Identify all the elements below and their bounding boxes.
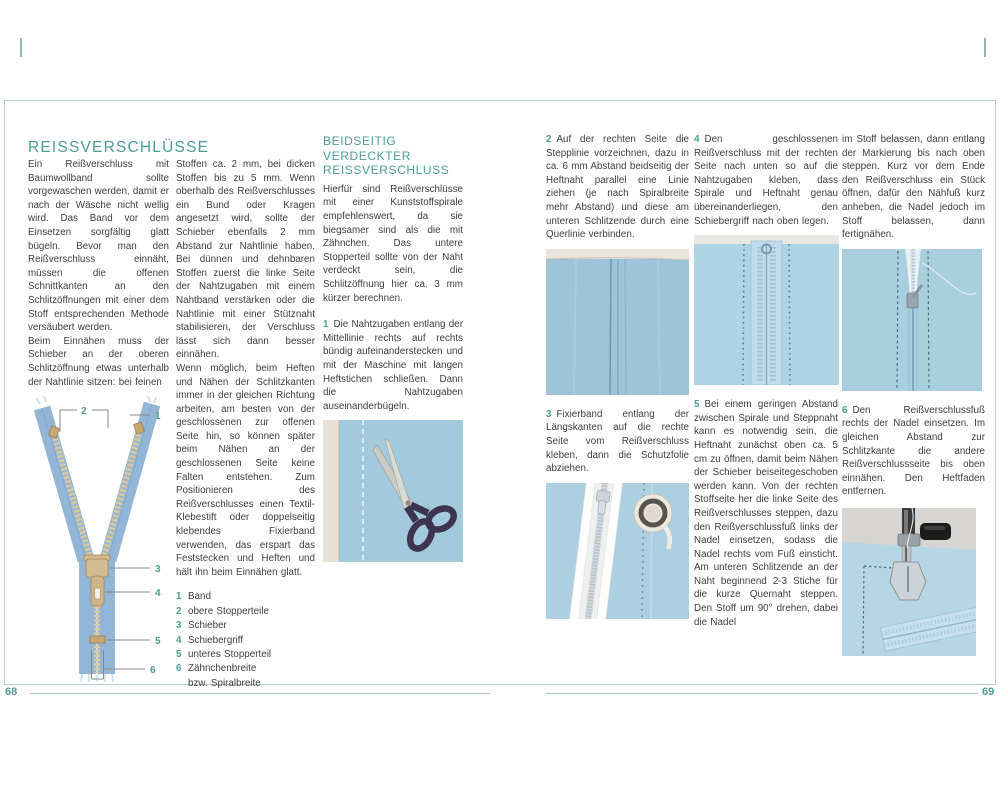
right-column-2 bbox=[694, 133, 838, 629]
step-4: 4 Den geschlossenen Reißverschluss mit der rechten Seite nach unten so auf die Nahtzugaben kleben, dass Spirale und Heftnaht genau übereinanderliegen, den Schiebergriff nach oben legen. bbox=[694, 134, 838, 227]
legend-item: 5 unteres Stopperteil bbox=[176, 649, 272, 661]
step-6: 6 Den Reißverschlussfuß rechts der Nadel einsetzen. Im gleichen Abstand zur Schlitzkante die andere Reißverschlussseite bis oben einnähen. Den Heftfaden entfernen. bbox=[842, 404, 985, 498]
zipper-slider bbox=[86, 559, 108, 577]
legend-item: 4 Schiebergriff bbox=[176, 634, 244, 646]
opened-zipper-photo-illustration bbox=[842, 249, 982, 391]
section-intro: Hierfür sind Reißverschlüsse mit einer Kunststoffspirale empfehlenswert, da sie biegsamer sind als die mit Zähnchen. Das untere Stopperteil sollte von der Naht verdeckt sein, die Schlitzöffnung hier ca. 3 mm kürzer berechnen. bbox=[323, 183, 463, 304]
section-heading: BEIDSEITIG VERDECKTER REISSVERSCHLUSS bbox=[323, 134, 450, 178]
page-title: REISSVERSCHLÜSSE bbox=[28, 139, 210, 157]
legend-item: 2 obere Stopperteile bbox=[176, 605, 269, 617]
intro-paragraph-4: Wenn möglich, beim Heften und Nähen der Schlitzkanten immer in der gleichen Richtung arbeiten, am besten von der geschlossenen zur offenen Seite hin, so können später beim Nähen an der geschlossenen Seite keine Falten entstehen. Zum Positionieren des Reißverschlusses einen Textil-Klebestift oder doppelseitig klebendes Fixierband verwenden, das erspart das Feststecken und Heften und hält ihn beim Einnähen glatt. bbox=[176, 362, 315, 578]
right-column-3 bbox=[842, 133, 985, 656]
photo-partially-opened-zipper bbox=[842, 249, 985, 391]
step-5-continuation: im Stoff belassen, dann entlang der Markierung bis nach oben steppen. Kurz vor dem Ende den Reißverschluss ein Stück öffnen, dafür den Nähfuß kurz anheben, die Nadel jedoch im Stoff belassen, dann fertignähen. bbox=[842, 134, 985, 241]
basted-seam-line bbox=[610, 259, 611, 395]
footer-rule-right bbox=[546, 693, 978, 694]
step-3: 3 Fixierband entlang der Längskanten auf die rechte Seite vom Reißverschluss kleben, dann die Schutzfolie abziehen. bbox=[546, 408, 689, 475]
step-2: 2 Auf der rechten Seite die Stepplinie vorzeichnen, dazu in ca. 6 mm Abstand beidseitig der Heftnaht parallel eine Linie ziehen (je nach Spiralbreite mehr Abstand) und diese am unteren Schlitzende durch eine Querlinie verbinden. bbox=[546, 134, 689, 241]
machine-foot-photo-illustration bbox=[842, 508, 976, 656]
diagram-label-2: 2 bbox=[81, 406, 87, 417]
step-5: 5 Bei einem geringen Abstand zwischen Spirale und Steppnaht kann es notwendig sein, die Heftnaht zunächst oben ca. 5 cm zu öffnen, damit beim Nähen der Schieber beiseitegeschoben werden kann. Von der rechten Stoffseite her die linke Seite des Reißverschlusses steppen, dazu den Reißverschlussfuß links der Nadel einsetzen, sodass die Nadel rechts vom Fuß einsticht. Am unteren Schlitzende an der Naht beginnend 2-3 Stiche für die kurze Quernaht steppen. Den Stoff um 90° drehen, dabei die Nadel bbox=[694, 399, 838, 628]
left-column-3 bbox=[323, 134, 463, 562]
left-column-2 bbox=[176, 158, 315, 691]
zipper-anatomy-diagram bbox=[26, 392, 171, 689]
top-left-mark bbox=[20, 38, 22, 57]
page-number-left: 68 bbox=[5, 686, 18, 698]
page-number-right: 69 bbox=[982, 686, 995, 698]
photo-marked-seam bbox=[546, 249, 689, 395]
legend-item: 6 Zähnchenbreite bzw. Spiralbreite bbox=[176, 663, 261, 689]
legend-item: 1 Band bbox=[176, 591, 211, 603]
intro-paragraph-3: Stoffen ca. 2 mm, bei dicken Stoffen bis zu 5 mm. Wenn oberhalb des Reißverschlusses ein Bund oder Kragen angesetzt wird, sollte der Schieber ebenfalls 2 mm Abstand zur Nahtlinie haben. Bei dünnen und dehnbaren Stoffen zuerst die linke Seite der Nahtzugaben mit einem Nahtband verstärken oder die Nahtlinie mit einer Stütznaht stabilisieren, der Verschluss lässt sich dann besser einnähen. bbox=[176, 159, 315, 361]
zipper-diagram-illustration bbox=[26, 392, 171, 684]
diagram-label-5: 5 bbox=[155, 636, 161, 647]
photo-scissors-cutting-basting bbox=[323, 420, 463, 562]
step-1: 1 Die Nahtzugaben entlang der Mittellinie rechts auf rechts bündig aufeinanderstecken und mit der Maschine mit langen Heftstichen schließen. Dann die Nahtzugaben auseinanderbügeln. bbox=[323, 319, 463, 412]
zipper-face-down-photo-illustration bbox=[694, 235, 839, 385]
intro-paragraph-1: Ein Reißverschluss mit Baumwollband sollte vorgewaschen werden, damit er nach der Wäsche nicht wellig wird. Das Band vor dem Einsetzen sorgfältig glatt bügeln. Bevor man den Reißverschluss einnäht, müssen die offenen Schnittkanten an den Schlitzöffnungen mit einer dem Stoff entsprechenden Methode versäubert werden. bbox=[28, 159, 169, 334]
bottom-stop bbox=[90, 636, 105, 643]
scissors-photo-illustration bbox=[323, 420, 463, 562]
intro-paragraph-2: Beim Einnähen muss der Schieber an der oberen Schlitzöffnung etwas unterhalb der Nahtlinie sitzen: bei feinen bbox=[28, 335, 169, 388]
left-column-1 bbox=[28, 158, 169, 389]
legend-item: 3 Schieber bbox=[176, 620, 227, 632]
diagram-label-4: 4 bbox=[155, 588, 161, 599]
photo-sewing-machine-foot bbox=[842, 508, 985, 656]
black-knob bbox=[920, 523, 951, 540]
diagram-label-1: 1 bbox=[155, 411, 161, 422]
footer-rule-left bbox=[30, 693, 490, 694]
right-column-1 bbox=[546, 133, 689, 619]
photo-zipper-with-fixing-tape bbox=[546, 483, 689, 619]
diagram-label-3: 3 bbox=[155, 564, 161, 575]
top-right-mark bbox=[984, 38, 986, 57]
photo-zipper-glued-face-down bbox=[694, 235, 838, 385]
marked-seam-photo-illustration bbox=[546, 249, 689, 395]
zipper-parts-legend bbox=[176, 590, 315, 691]
diagram-label-6: 6 bbox=[150, 665, 156, 676]
zipper-tape-photo-illustration bbox=[546, 483, 689, 619]
